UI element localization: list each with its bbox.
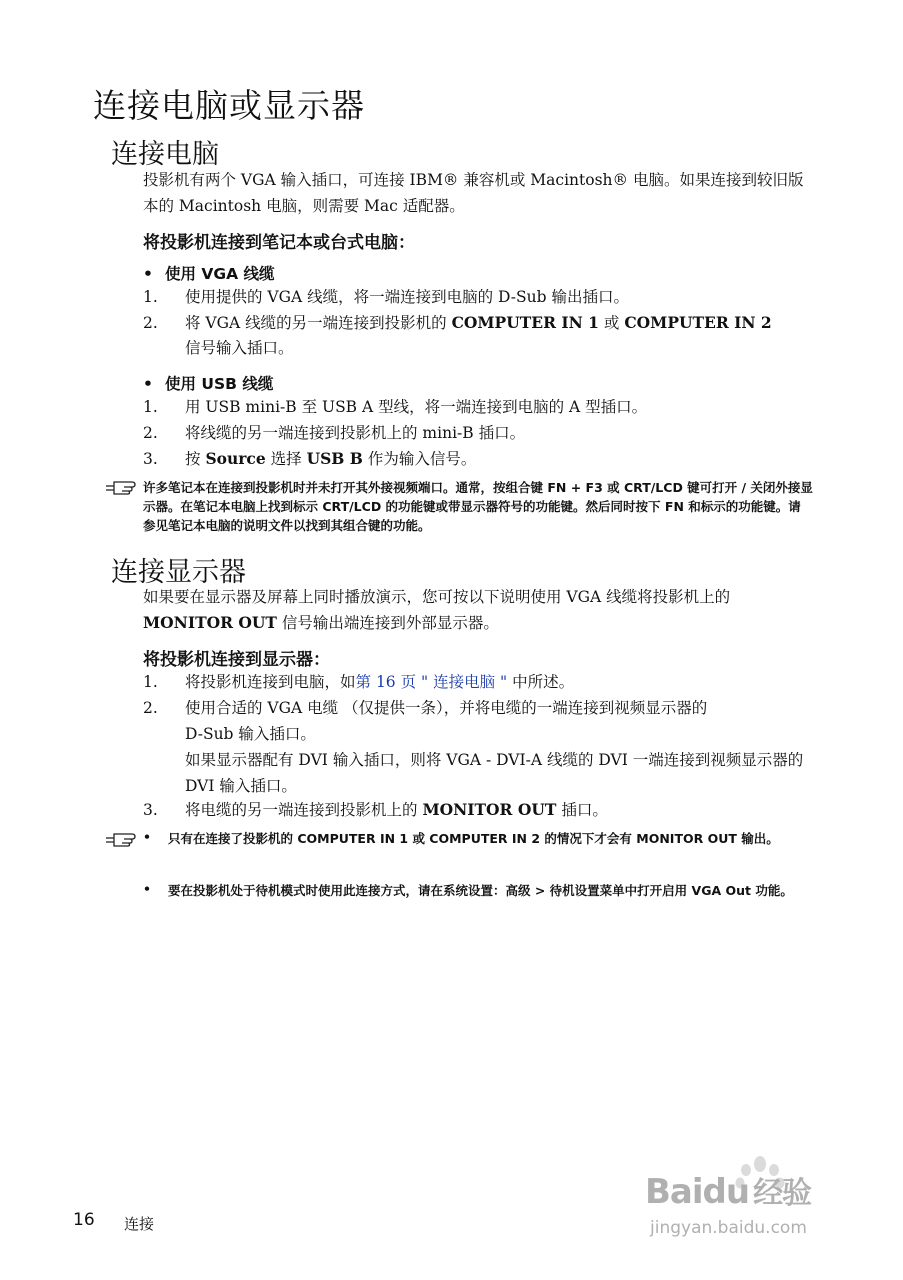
list-item <box>143 284 813 310</box>
bullet-dot: • <box>143 375 153 393</box>
page-title: 连接电脑或显示器 <box>93 86 365 125</box>
pointing-hand-icon <box>104 476 138 500</box>
pointing-hand-icon <box>104 828 138 852</box>
list-number: 3. <box>143 450 158 468</box>
list-item <box>143 310 813 336</box>
list-item <box>143 695 813 721</box>
list-text: 将 VGA 线缆的另一端连接到投影机的 COMPUTER IN 1 或 COMPUTER IN 2 <box>185 313 772 332</box>
section-heading-monitor: 连接显示器 <box>111 557 246 588</box>
note-laptop-fn: 许多笔记本在连接到投影机时并未打开其外接视频端口。通常，按组合键 FN + F3 或 CRT/LCD 键可打开 / 关闭外接显示器。在笔记本电脑上找到标示 CRT/LCD 的功能键或带显示器符号的功能键。然后同时按下 FN 和标示的功能键。请参见笔记本电脑的说明文件以找到其组合键的功能。 <box>143 480 813 533</box>
list-text: 将投影机连接到电脑，如第 16 页 " 连接电脑 " 中所述。 <box>185 673 575 691</box>
note-monitor-out: 只有在连接了投影机的 COMPUTER IN 1 或 COMPUTER IN 2 的情况下才会有 MONITOR OUT 输出。 <box>168 831 779 846</box>
list-number: 1. <box>143 288 158 306</box>
list-item <box>143 420 813 446</box>
list-item <box>143 797 813 823</box>
section-intro-monitor: 如果要在显示器及屏幕上同时播放演示，您可按以下说明使用 VGA 线缆将投影机上的 MONITOR OUT 信号输出端连接到外部显示器。 <box>143 588 731 632</box>
bullet-dot: • <box>143 881 151 896</box>
bullet-vga-label: 使用 VGA 线缆 <box>165 265 275 283</box>
bullet-vga <box>143 262 275 284</box>
bullet-usb <box>143 372 273 394</box>
list-text-continued: 信号输入插口。 <box>185 339 294 357</box>
list-text: 使用提供的 VGA 线缆，将一端连接到电脑的 D-Sub 输出插口。 <box>185 288 629 306</box>
list-number: 2. <box>143 699 158 717</box>
bullet-usb-label: 使用 USB 线缆 <box>165 375 274 393</box>
list-item <box>143 446 813 472</box>
list-text: 将电缆的另一端连接到投影机上的 MONITOR OUT 插口。 <box>185 800 608 819</box>
list-text: 使用合适的 VGA 电缆 （仅提供一条），并将电缆的一端连接到视频显示器的 <box>185 699 708 717</box>
list-text: 将线缆的另一端连接到投影机上的 mini-B 插口。 <box>185 424 526 442</box>
list-number: 2. <box>143 314 158 332</box>
watermark-url: jingyan.baidu.com <box>650 1218 807 1238</box>
section-heading-computer: 连接电脑 <box>111 139 219 170</box>
section-intro-computer: 投影机有两个 VGA 输入插口，可连接 IBM® 兼容机或 Macintosh® 电脑。如果连接到较旧版本的 Macintosh 电脑，则需要 Mac 适配器。 <box>143 171 804 215</box>
page-link[interactable]: 第 16 页 " 连接电脑 " <box>355 673 508 691</box>
list-text: 用 USB mini-B 至 USB A 型线，将一端连接到电脑的 A 型插口。 <box>185 398 648 416</box>
bullet-dot: • <box>143 829 151 844</box>
list-number: 1. <box>143 673 158 691</box>
bullet-dot: • <box>143 265 153 283</box>
page-number: 16 <box>73 1210 95 1230</box>
watermark-brand: Baidu 经验 <box>645 1172 812 1212</box>
list-number: 3. <box>143 801 158 819</box>
list-item <box>143 669 813 695</box>
list-text-extra: 如果显示器配有 DVI 输入插口，则将 VGA - DVI-A 线缆的 DVI 一端连接到视频显示器的 DVI 输入插口。 <box>185 751 804 795</box>
list-text-continued: D-Sub 输入插口。 <box>185 725 316 743</box>
subheading-laptop: 将投影机连接到笔记本或台式电脑： <box>143 233 415 253</box>
subheading-monitor: 将投影机连接到显示器： <box>143 650 330 670</box>
footer-label: 连接 <box>124 1215 155 1233</box>
list-text: 按 Source 选择 USB B 作为输入信号。 <box>185 449 477 468</box>
note-standby: 要在投影机处于待机模式时使用此连接方式，请在系统设置：高级 > 待机设置菜单中打开启用 VGA Out 功能。 <box>168 883 793 898</box>
list-item <box>143 394 813 420</box>
list-number: 1. <box>143 398 158 416</box>
list-number: 2. <box>143 424 158 442</box>
